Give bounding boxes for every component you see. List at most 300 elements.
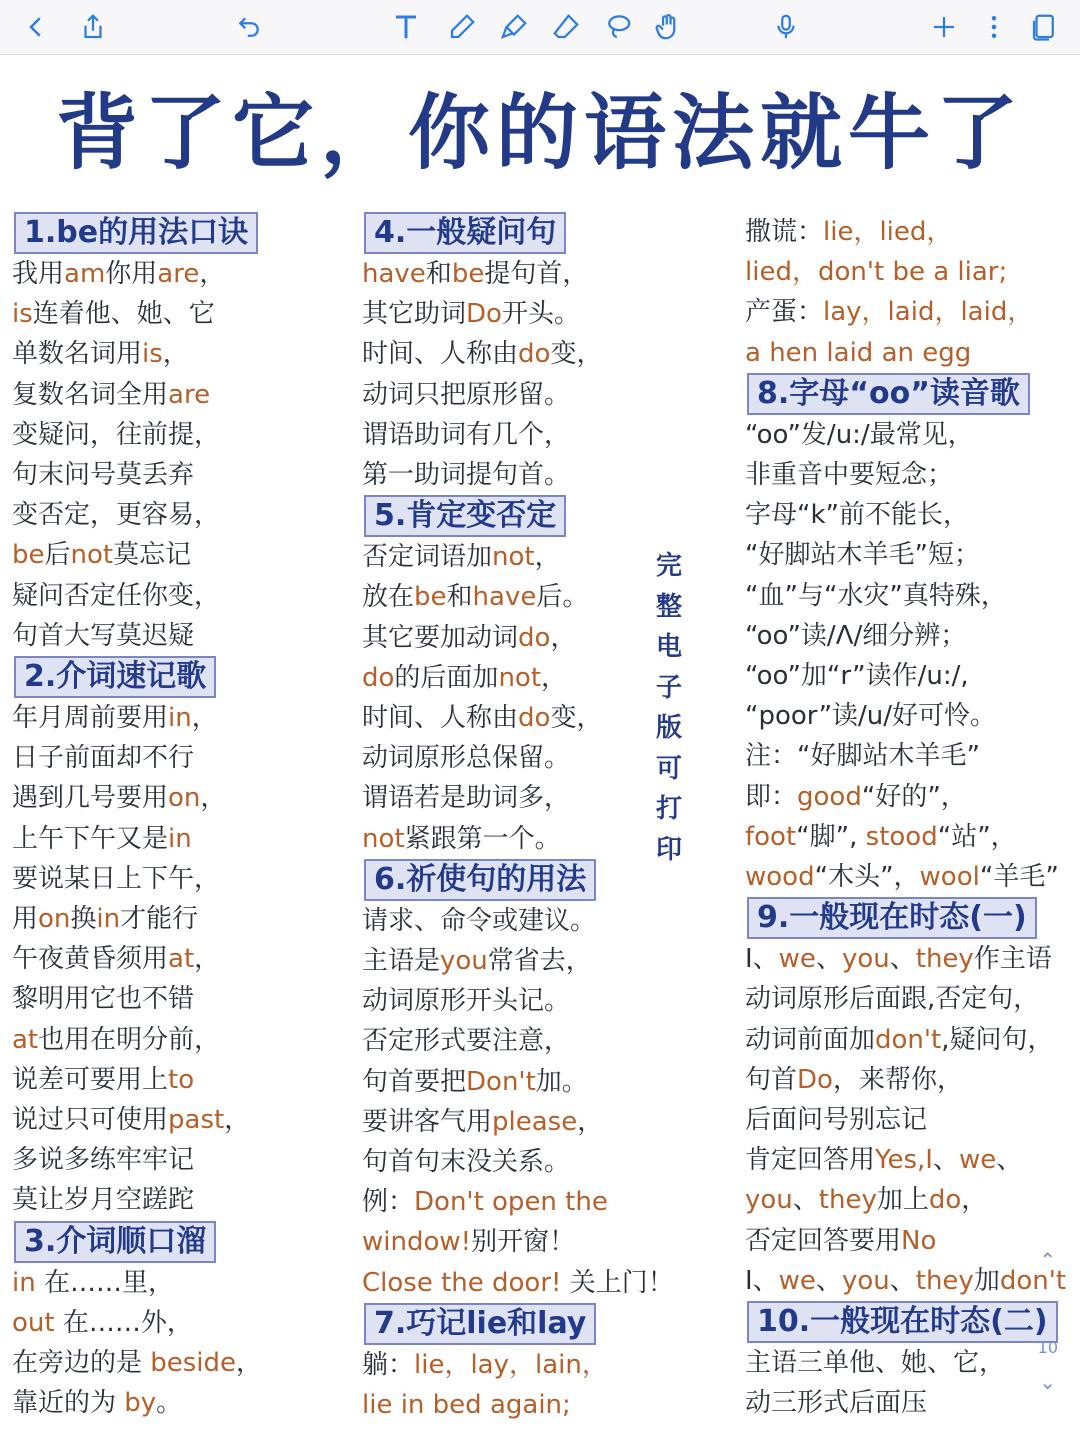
chinese-text: 和 (425, 259, 452, 289)
english-term: don't (999, 1265, 1067, 1296)
chinese-text: ， (162, 339, 189, 370)
chinese-text: ， (961, 1185, 988, 1216)
text-line (12, 375, 262, 415)
column-right (745, 212, 1066, 1423)
undo-icon[interactable] (231, 9, 267, 45)
section-heading: 5.肯定变否定 (364, 495, 566, 537)
text-line (12, 738, 262, 778)
english-term: wood (745, 862, 815, 893)
text-line (362, 375, 674, 415)
chinese-text: ， (199, 259, 226, 289)
chinese-text: 年月周前要用 (12, 703, 169, 734)
english-term: don't (875, 1024, 942, 1055)
chinese-text: 常省去， (487, 946, 592, 977)
section-heading: 1.be的用法口诀 (14, 212, 258, 254)
chinese-text: ， (194, 944, 221, 975)
chinese-text: 注：“好脚站木羊毛” (745, 741, 980, 772)
chinese-text: 连着他、她、它 (32, 299, 215, 330)
english-term: are (168, 379, 211, 410)
text-line (362, 738, 674, 778)
chinese-text: ， (236, 1348, 263, 1379)
text-line (745, 1020, 1066, 1060)
english-term: they (818, 1185, 877, 1216)
english-term: do (518, 703, 551, 734)
english-term: to (168, 1064, 195, 1095)
section-heading: 8.字母“oo”读音歌 (747, 373, 1030, 415)
chinese-text: ， (550, 622, 577, 653)
english-term: on (38, 904, 71, 935)
text-line (745, 415, 1066, 455)
text-line (12, 698, 262, 738)
english-term: in (96, 904, 121, 935)
text-line (745, 616, 1066, 656)
english-term: a hen laid an egg (745, 337, 972, 368)
text-line (12, 455, 262, 495)
chinese-text: 变否定，更容易， (12, 500, 221, 531)
text-line (362, 455, 674, 495)
english-term: beside (150, 1348, 237, 1379)
text-line (12, 616, 262, 656)
text-line (745, 696, 1066, 736)
english-term: be (451, 259, 485, 289)
text-line (362, 334, 674, 374)
text-line (745, 939, 1066, 979)
chinese-text: 例： (362, 1187, 415, 1218)
hand-icon[interactable] (650, 9, 686, 45)
chinese-text: ， (224, 1105, 251, 1136)
chinese-text: 句首大写莫迟疑 (12, 620, 195, 651)
text-line (362, 537, 674, 577)
chinese-text: “脚”, (796, 821, 866, 852)
chinese-text: 才能行 (120, 904, 199, 935)
eraser-icon[interactable] (548, 9, 584, 45)
english-term: do (518, 339, 551, 370)
chinese-text: 否定回答要用 (745, 1225, 902, 1256)
chinese-text: 午夜黄昏须用 (12, 944, 169, 975)
chinese-text: 后 (44, 540, 71, 571)
english-term: do (928, 1185, 962, 1216)
page-up-icon[interactable]: ⌃ (1039, 1248, 1056, 1272)
print-note (652, 546, 686, 870)
text-line (745, 1140, 1066, 1180)
english-term: Close the door! (362, 1267, 570, 1298)
text-line (362, 901, 674, 941)
text-line (745, 1100, 1066, 1140)
english-term: they (915, 1265, 974, 1296)
chinese-text: I、 (745, 1265, 779, 1296)
text-line (362, 1182, 674, 1222)
side-note-char: 打 (655, 794, 682, 824)
english-term: Don't (466, 1066, 536, 1097)
text-line (362, 819, 674, 859)
chinese-text: 主语是 (362, 946, 441, 977)
chinese-text: “oo”加“r”读作/u:/, (745, 661, 969, 692)
share-icon[interactable] (75, 9, 111, 45)
english-term: in (168, 703, 192, 734)
text-line (12, 1020, 262, 1060)
text-line (362, 698, 674, 738)
page-number: 10 (1037, 1338, 1058, 1357)
text-line (745, 576, 1066, 616)
english-term: we (958, 1145, 997, 1176)
chinese-text: 谓语若是助词多， (362, 783, 571, 814)
chinese-text: “好的”， (861, 781, 967, 812)
pen-icon[interactable] (444, 9, 480, 45)
chinese-text: 句首 (745, 1064, 798, 1095)
english-term: Do (466, 299, 502, 330)
chinese-text: 请求、命令或建议。 (362, 905, 597, 936)
text-line (745, 1060, 1066, 1100)
chinese-text: “木头”， (814, 862, 920, 893)
chinese-text: 关上门！ (569, 1267, 674, 1298)
chinese-text: “poor”读/u/好可怜。 (745, 701, 997, 732)
chinese-text: 字母“k”前不能长， (745, 500, 969, 531)
chinese-text: 莫让岁月空蹉跎 (12, 1185, 195, 1216)
english-term: you (745, 1185, 793, 1216)
text-line (745, 1383, 1066, 1423)
text-line (12, 334, 262, 374)
section-heading: 4.一般疑问句 (364, 212, 566, 254)
chinese-text: 说差可要用上 (12, 1064, 169, 1095)
section-heading: 9.一般现在时态(一) (747, 897, 1037, 939)
english-term: Do (797, 1064, 833, 1095)
page-down-icon[interactable]: ⌄ (1039, 1370, 1056, 1394)
text-line (362, 778, 674, 818)
chinese-text: 句首要把 (362, 1066, 467, 1097)
chinese-text: 换 (70, 904, 97, 935)
text-line (745, 333, 1066, 373)
text-line (745, 292, 1066, 332)
chinese-text: 加 (973, 1265, 1000, 1296)
chinese-text: 、 (815, 944, 842, 975)
chinese-text: 时间、人称由 (362, 339, 519, 370)
text-line (12, 939, 262, 979)
text-line (362, 1222, 674, 1262)
text-line (12, 576, 262, 616)
text-line (362, 254, 674, 294)
chinese-text: 作主语 (973, 944, 1052, 975)
chinese-text: ， (541, 662, 568, 693)
lasso-icon[interactable] (600, 9, 636, 45)
english-term: not (362, 823, 405, 854)
text-line (745, 857, 1066, 897)
chinese-text: 单数名词用 (12, 339, 143, 370)
english-term: they (915, 944, 974, 975)
chinese-text: 莫忘记 (113, 540, 192, 571)
chinese-text: 。 (156, 1388, 183, 1419)
english-term: out (12, 1307, 63, 1338)
chinese-text: 变疑问，往前提， (12, 419, 221, 450)
chinese-text: 否定词语加 (362, 542, 493, 573)
chinese-text: 在旁边的是 (12, 1348, 151, 1379)
text-line (12, 1343, 262, 1383)
text-line (745, 535, 1066, 575)
side-note-char: 完 (655, 551, 682, 581)
chinese-text: 要讲客气用 (362, 1106, 493, 1137)
chinese-text: 谓语助词有几个， (362, 419, 571, 450)
text-tool-icon[interactable] (388, 9, 424, 45)
add-icon[interactable] (926, 9, 962, 45)
text-line (12, 495, 262, 535)
text-line (362, 1102, 674, 1142)
text-line (12, 979, 262, 1019)
english-term: good (797, 781, 862, 812)
chinese-text: 疑问否定任你变， (12, 580, 221, 611)
text-line (362, 1263, 674, 1303)
text-line (745, 455, 1066, 495)
english-term: at (12, 1024, 39, 1055)
chinese-text: 动词原形开头记。 (362, 986, 571, 1017)
text-line (362, 1062, 674, 1102)
text-line (12, 1263, 262, 1303)
chinese-text: 其它要加动词 (362, 622, 519, 653)
chinese-text: 后面问号别忘记 (745, 1105, 928, 1136)
english-term: not (498, 662, 542, 693)
english-term: you (440, 946, 488, 977)
text-line (362, 415, 674, 455)
text-line (745, 1221, 1066, 1261)
text-line (745, 1343, 1066, 1383)
english-term: window! (362, 1227, 472, 1258)
chinese-text: I、 (745, 944, 779, 975)
chinese-text: 你用 (105, 259, 158, 289)
chinese-text: 也用在明分前， (38, 1024, 221, 1055)
chinese-text: 撒谎： (745, 217, 824, 247)
chinese-text: 放在 (362, 582, 415, 613)
chinese-text: 黎明用它也不错 (12, 984, 195, 1015)
chinese-text: 动词原形总保留。 (362, 743, 571, 774)
english-term: you (841, 1265, 890, 1296)
english-term: lie，lay，lain， (414, 1349, 608, 1380)
chinese-text: 在……外， (62, 1307, 193, 1338)
chinese-text: 紧跟第一个。 (404, 823, 561, 854)
chinese-text: 的后面加 (394, 662, 499, 693)
text-line (362, 658, 674, 698)
chinese-text: ， (577, 1106, 604, 1137)
text-line (12, 1180, 262, 1220)
chinese-text: 、 (792, 1185, 819, 1216)
text-line (362, 618, 674, 658)
chinese-text: 和 (446, 582, 473, 613)
side-note-char: 可 (655, 753, 682, 784)
text-line (362, 1345, 674, 1385)
text-line (12, 778, 262, 818)
text-line (362, 1021, 674, 1061)
chinese-text: 后。 (536, 582, 589, 613)
chinese-text: 变， (550, 703, 603, 734)
text-line (745, 777, 1066, 817)
text-line (12, 1100, 262, 1140)
text-line (12, 294, 262, 334)
chinese-text: 句首句末没关系。 (362, 1147, 571, 1178)
text-line (12, 1383, 262, 1423)
column-left (12, 212, 262, 1423)
text-line (362, 981, 674, 1021)
chinese-text: 用 (12, 904, 39, 935)
english-term: be (414, 582, 447, 613)
text-line (745, 495, 1066, 535)
chinese-text: “血”与“水灾”真特殊， (745, 580, 1007, 611)
chinese-text: 加上 (876, 1185, 929, 1216)
microphone-icon[interactable] (768, 9, 804, 45)
chinese-text: 别开窗！ (471, 1227, 576, 1258)
chinese-text: ,疑问句， (941, 1024, 1054, 1055)
english-term: do (518, 622, 551, 653)
english-term: lay，laid，laid， (823, 297, 1034, 328)
text-line (12, 254, 262, 294)
chinese-text: 肯定回答用 (745, 1145, 876, 1176)
chinese-text: 遇到几号要用 (12, 783, 169, 814)
chinese-text: 要说某日上下午， (12, 863, 221, 894)
english-term: Yes,I (875, 1145, 933, 1176)
english-term: is (12, 299, 33, 330)
chinese-text: 靠近的为 (12, 1388, 125, 1419)
section-heading: 3.介词顺口溜 (14, 1221, 216, 1263)
chinese-text: 非重音中要短念； (745, 460, 954, 491)
side-note-char: 整 (655, 591, 682, 622)
chinese-text: 日子前面却不行 (12, 743, 195, 774)
column-middle (362, 212, 674, 1425)
chinese-text: 、 (996, 1145, 1023, 1176)
chinese-text: 、 (932, 1145, 959, 1176)
chinese-text: 主语三单他、她、它， (745, 1348, 1006, 1379)
chinese-text: 动词前面加 (745, 1024, 876, 1055)
english-term: lied，don't be a liar; (745, 257, 1008, 288)
text-line (12, 535, 262, 575)
text-line (745, 736, 1066, 776)
english-term: by (124, 1388, 157, 1419)
chinese-text: 上午下午又是 (12, 823, 169, 854)
side-note-char: 子 (655, 672, 682, 703)
english-term: foot (745, 821, 797, 852)
chinese-text: 我用 (12, 259, 65, 289)
chinese-text: 、 (889, 944, 916, 975)
english-term: am (64, 259, 106, 289)
english-term: is (142, 339, 163, 370)
english-term: are (157, 259, 200, 289)
highlighter-icon[interactable] (496, 9, 532, 45)
text-line (745, 252, 1066, 292)
text-line (362, 1385, 674, 1425)
english-term: be (12, 540, 45, 571)
chinese-text: 即： (745, 781, 798, 812)
english-term: you (841, 944, 890, 975)
chinese-text: 动三形式后面压 (745, 1388, 928, 1419)
english-term: do (362, 662, 395, 693)
side-note-char: 印 (655, 834, 682, 865)
english-term: we (778, 1265, 816, 1296)
chinese-text: 产蛋： (745, 297, 824, 328)
more-icon[interactable] (976, 9, 1012, 45)
chinese-text: 多说多练牢牢记 (12, 1145, 195, 1176)
text-line (12, 899, 262, 939)
chinese-text: 提句首， (484, 259, 589, 289)
pages-icon[interactable] (1026, 9, 1062, 45)
chinese-text: “oo”读/Λ/细分辨； (745, 620, 967, 651)
chinese-text: 躺： (362, 1349, 415, 1380)
text-line (362, 294, 674, 334)
english-term: lie in bed again; (362, 1390, 571, 1421)
text-line (362, 577, 674, 617)
section-heading: 2.介词速记歌 (14, 656, 216, 698)
section-heading: 6.祈使句的用法 (364, 859, 596, 901)
text-line (745, 1180, 1066, 1220)
text-line (745, 1261, 1066, 1301)
chinese-text: 在……里， (43, 1267, 174, 1298)
english-term: we (778, 944, 816, 975)
chinese-text: 否定形式要注意， (362, 1026, 571, 1057)
text-line (745, 817, 1066, 857)
text-line (12, 859, 262, 899)
section-heading: 7.巧记lie和lay (364, 1303, 596, 1345)
english-term: in (168, 823, 192, 854)
chinese-text: “站”， (937, 821, 1017, 852)
chinese-text: “羊毛” (979, 862, 1059, 893)
chinese-text: 第一助词提句首。 (362, 460, 571, 491)
chinese-text: ， (534, 542, 561, 573)
english-term: stood (865, 821, 938, 852)
chinese-text: 动词原形后面跟,否定句， (745, 984, 1040, 1015)
page-title: 背了它，你的语法就牛了 (55, 86, 1024, 181)
english-term: at (168, 944, 195, 975)
chinese-text: 句末问号莫丢弃 (12, 460, 195, 491)
text-line (745, 656, 1066, 696)
chinese-text: 加。 (535, 1066, 588, 1097)
english-term: not (492, 542, 535, 573)
text-line (745, 212, 1066, 252)
english-term: lie，lied， (823, 217, 953, 247)
english-term: not (70, 540, 114, 571)
english-term: No (901, 1225, 937, 1256)
english-term: wool (919, 862, 980, 893)
chinese-text: 、 (815, 1265, 842, 1296)
english-term: past (168, 1105, 225, 1136)
text-line (12, 1303, 262, 1343)
chinese-text: 、 (889, 1265, 916, 1296)
chinese-text: ，来帮你， (832, 1064, 963, 1095)
english-term: have (472, 582, 537, 613)
chinese-text: 开头。 (501, 299, 580, 330)
chinese-text: 说过只可使用 (12, 1105, 169, 1136)
chinese-text: 动词只把原形留。 (362, 379, 571, 410)
chinese-text: 其它助词 (362, 299, 467, 330)
text-line (12, 415, 262, 455)
english-term: please (492, 1106, 578, 1137)
chinese-text: 复数名词全用 (12, 379, 169, 410)
chinese-text: “oo”发/u:/最常见， (745, 419, 974, 450)
text-line (12, 1060, 262, 1100)
side-note-char: 版 (655, 713, 682, 743)
side-note-char: 电 (655, 632, 682, 662)
toolbar (0, 0, 1080, 55)
text-line (12, 819, 262, 859)
section-heading: 10.一般现在时态(二) (747, 1301, 1058, 1343)
chinese-text: ， (191, 703, 218, 734)
chinese-text: ， (200, 783, 227, 814)
text-line (12, 1140, 262, 1180)
text-line (362, 1142, 674, 1182)
english-term: have (362, 259, 426, 289)
chinese-text: 时间、人称由 (362, 703, 519, 734)
english-term: on (168, 783, 201, 814)
english-term: in (12, 1267, 44, 1298)
chinese-text: 变， (550, 339, 603, 370)
text-line (362, 941, 674, 981)
chinese-text: “好脚站木羊毛”短； (745, 540, 980, 571)
english-term: Don't open the (414, 1187, 608, 1218)
text-line (745, 979, 1066, 1019)
back-icon[interactable] (18, 9, 54, 45)
